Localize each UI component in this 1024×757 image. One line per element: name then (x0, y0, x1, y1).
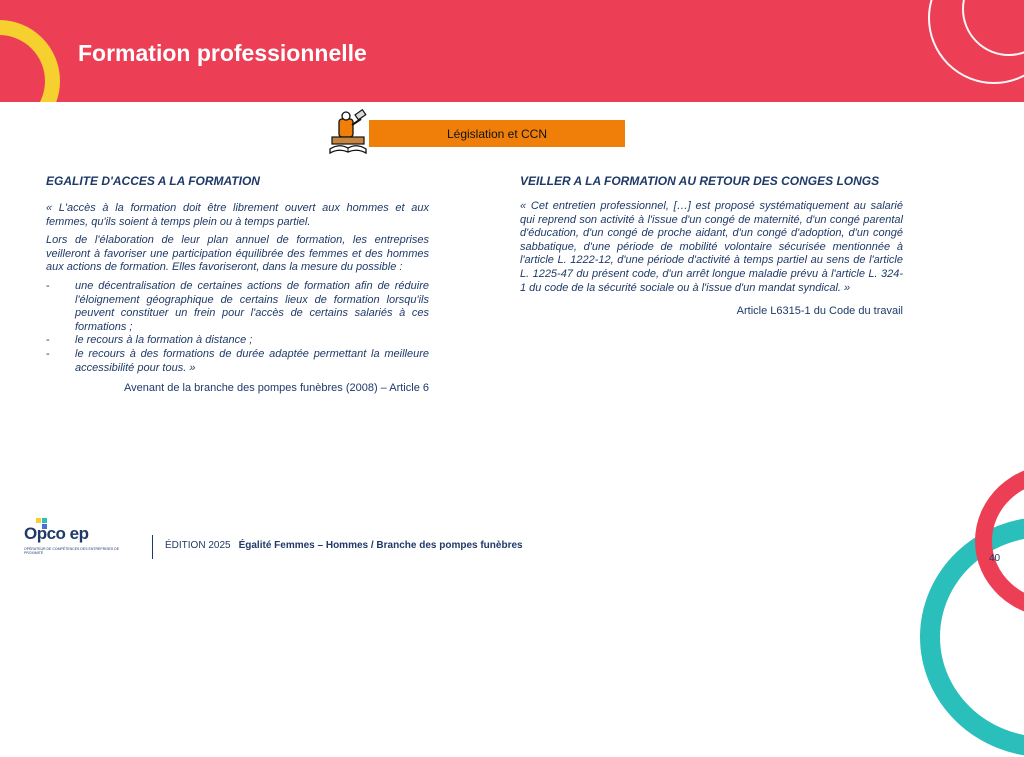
right-source: Article L6315-1 du Code du travail (736, 305, 903, 318)
page-number: 40 (989, 553, 1001, 564)
bullet-item: - le recours à des formations de durée adaptée permettant la meilleure accessibilité pour tous. » (46, 348, 429, 375)
page-title: Formation professionnelle (78, 40, 367, 66)
left-column (46, 174, 429, 396)
header-band (0, 0, 1024, 102)
left-bullet-list (46, 280, 429, 375)
left-section-title: EGALITE D'ACCES A LA FORMATION (46, 174, 260, 188)
legislation-banner (326, 105, 626, 155)
footer-edition: ÉDITION 2025 (165, 540, 231, 551)
logo-dot-icon (42, 518, 47, 523)
judge-gavel-book-icon (326, 105, 370, 155)
banner-bar (369, 120, 625, 147)
left-paragraph-1: « L'accès à la formation doit être librement ouvert aux hommes et aux femmes, qu'ils soient à temps plein ou à temps partiel. (46, 202, 429, 228)
right-section-title: VEILLER A LA FORMATION AU RETOUR DES CONGES LONGS (520, 174, 880, 188)
logo-dot-icon (36, 518, 41, 523)
footer-subtitle: Égalité Femmes – Hommes / Branche des pompes funèbres (238, 540, 523, 551)
left-paragraph-2: Lors de l'élaboration de leur plan annuel de formation, les entreprises veilleront à favoriser une participation équilibrée des femmes et des hommes aux actions de formation. Elles favoriseront, dans la mesure du possible : (46, 234, 429, 274)
opco-ep-logo (24, 522, 124, 566)
yellow-ring-decoration (0, 20, 60, 102)
footer-caption (165, 540, 523, 551)
bullet-item: - le recours à la formation à distance ; (46, 334, 429, 348)
footer-divider (152, 535, 153, 559)
right-paragraph-1: « Cet entretien professionnel, […] est proposé systématiquement au salarié qui reprend son activité à l'issue d'un congé de maternité, d'un congé parental d'éducation, d'un congé de proche aidant, d'un congé d'adoption, d'un congé sabbatique, d'une période de mobilité volontaire sécurisée mentionnée à l'article L. 1222-12, d'une période d'activité à temps partiel au sens de l'article L. 1225-47 du présent code, d'un arrêt longue maladie prévu à l'article L. 324-1 du code de la sécurité sociale ou à l'issue d'un mandat syndical. » (520, 200, 903, 294)
banner-label: Législation et CCN (446, 126, 548, 141)
logo-subtext: OPÉRATEUR DE COMPÉTENCES DES ENTREPRISES DE PROXIMITÉ (24, 547, 120, 555)
right-column (520, 174, 903, 319)
bullet-item: - une décentralisation de certaines actions de formation afin de réduire l'éloignement géographique de certains lieux de formation lorsqu'ils peuvent constituer un frein pour l'accès de certains salariés à ces formations ; (46, 280, 429, 334)
logo-wordmark: Opco ep (24, 524, 89, 543)
left-source: Avenant de la branche des pompes funèbres (2008) – Article 6 (124, 382, 429, 395)
